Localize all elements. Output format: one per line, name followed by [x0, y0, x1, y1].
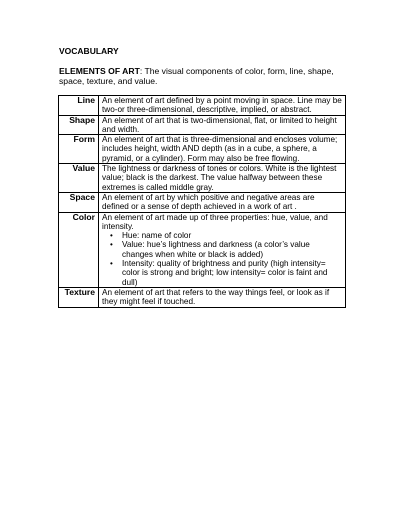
- table-row-color: [59, 212, 346, 287]
- list-item-intensity: [110, 259, 342, 287]
- term-cell-color: Color: [59, 212, 99, 287]
- color-properties-list: [102, 231, 342, 287]
- table-row-form: [59, 135, 346, 164]
- definition-cell-line: An element of art defined by a point moving in space. Line may be two-or three-dimensional, descriptive, implied, or abstract.: [99, 96, 346, 116]
- definition-cell-texture: An element of art that refers to the way things feel, or look as if they might feel if touched.: [99, 287, 346, 307]
- bullet-text-intensity: Intensity: quality of brightness and purity (high intensity= color is strong and bright; low intensity= color is faint and dull): [122, 259, 328, 287]
- bullet-text-hue: Hue: name of color: [122, 231, 192, 241]
- intro-term: ELEMENTS OF ART: [59, 66, 140, 76]
- bullet-icon: •: [110, 231, 113, 241]
- definition-cell-value: The lightness or darkness of tones or colors. White is the lightest value; black is the darkest. The value halfway between these extremes is called middle gray.: [99, 164, 346, 193]
- bullet-icon: •: [110, 240, 113, 250]
- page-heading: VOCABULARY: [59, 46, 119, 56]
- table-row-space: [59, 192, 346, 212]
- intro-text: : The visual components of color, form, line, shape, space, texture, and value.: [59, 66, 334, 86]
- definition-cell-space: An element of art by which positive and negative areas are defined or a sense of depth achieved in a work of art .: [99, 192, 346, 212]
- term-cell-texture: Texture: [59, 287, 99, 307]
- term-cell-line: Line: [59, 96, 99, 116]
- color-definition-text: An element of art made up of three properties: hue, value, and intensity.: [102, 212, 328, 231]
- bullet-icon: •: [110, 259, 113, 269]
- term-cell-space: Space: [59, 192, 99, 212]
- definition-cell-form: An element of art that is three-dimensional and encloses volume; includes height, width AND depth (as in a cube, a sphere, a pyramid, or a cylinder). Form may also be free flowing.: [99, 135, 346, 164]
- term-cell-value: Value: [59, 164, 99, 193]
- table-row-shape: [59, 115, 346, 135]
- definition-cell-color: [99, 212, 346, 287]
- definition-cell-shape: An element of art that is two-dimensional, flat, or limited to height and width.: [99, 115, 346, 135]
- table-row-line: [59, 96, 346, 116]
- list-item-hue: [110, 231, 342, 241]
- term-cell-form: Form: [59, 135, 99, 164]
- term-cell-shape: Shape: [59, 115, 99, 135]
- vocabulary-table: [58, 95, 346, 308]
- bullet-text-value: Value: hue’s lightness and darkness (a color’s value changes when white or black is added): [122, 240, 310, 259]
- list-item-value: [110, 240, 342, 259]
- table-row-value: [59, 164, 346, 193]
- intro-paragraph: [59, 66, 359, 86]
- table-row-texture: [59, 287, 346, 307]
